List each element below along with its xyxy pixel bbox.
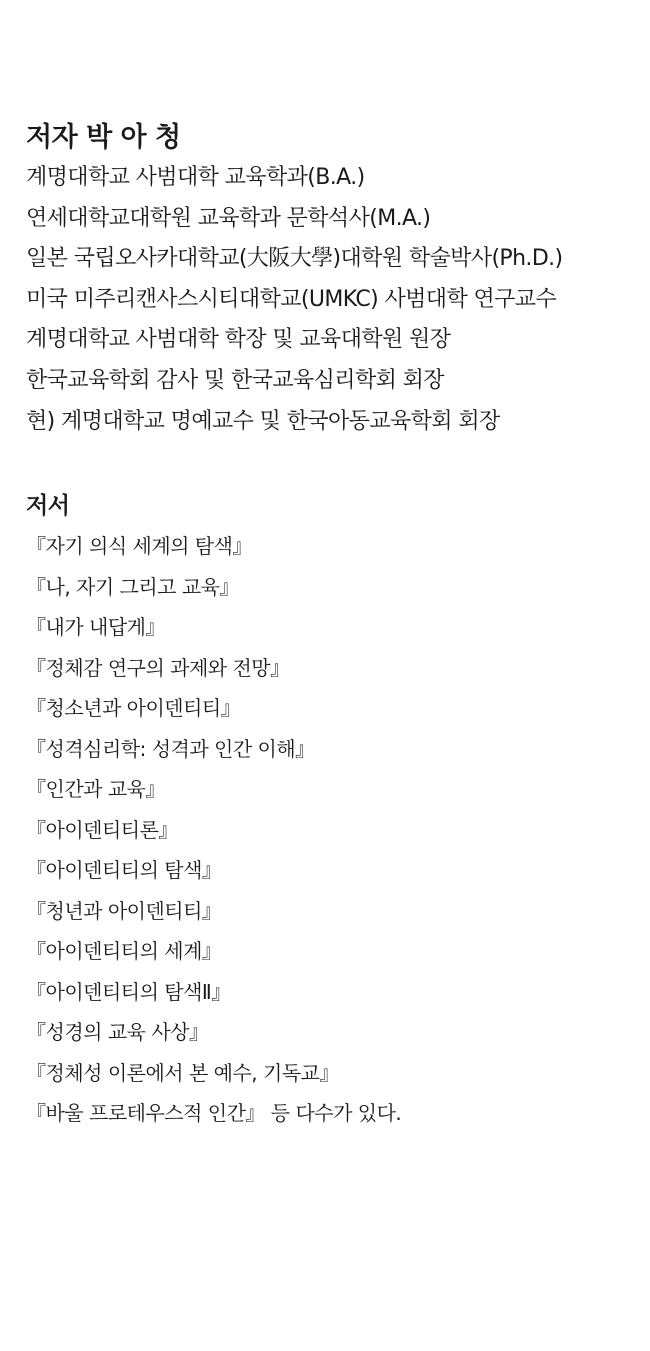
bio-item: 현) 계명대학교 명예교수 및 한국아동교육학회 회장 — [26, 408, 500, 434]
author-heading: 저자 박 아 청 — [26, 122, 181, 153]
bio-item: 일본 국립오사카대학교(大阪大學)대학원 학술박사(Ph.D.) — [26, 246, 563, 272]
works-heading: 저서 — [26, 493, 70, 520]
work-item: 『바울 프로테우스적 인간』 등 다수가 있다. — [26, 1101, 402, 1126]
work-item: 『청년과 아이덴티티』 — [26, 898, 222, 923]
work-item: 『인간과 교육』 — [26, 777, 165, 802]
work-item: 『성격심리학: 성격과 인간 이해』 — [26, 736, 315, 761]
bio-item: 미국 미주리캔사스시티대학교(UMKC) 사범대학 연구교수 — [26, 286, 557, 312]
work-item: 『정체성 이론에서 본 예수, 기독교』 — [26, 1060, 339, 1085]
work-item: 『아이덴티티론』 — [26, 817, 178, 842]
work-item: 『아이덴티티의 탐색Ⅱ』 — [26, 979, 231, 1004]
bio-item: 한국교육학회 감사 및 한국교육심리학회 회장 — [26, 367, 444, 393]
work-item: 『정체감 연구의 과제와 전망』 — [26, 655, 290, 680]
bio-item: 연세대학교대학원 교육학과 문학석사(M.A.) — [26, 205, 431, 231]
work-item: 『아이덴티티의 세계』 — [26, 939, 222, 964]
bio-item: 계명대학교 사범대학 교육학과(B.A.) — [26, 165, 365, 190]
author-profile-page — [26, 118, 636, 1134]
works-section — [26, 486, 636, 1134]
works-list — [26, 526, 636, 1134]
work-item: 『내가 내답게』 — [26, 615, 165, 640]
work-item: 『청소년과 아이덴티티』 — [26, 696, 241, 721]
work-item: 『자기 의식 세계의 탐색』 — [26, 534, 252, 559]
work-item: 『나, 자기 그리고 교육』 — [26, 574, 239, 599]
work-item: 『아이덴티티의 탐색』 — [26, 858, 222, 883]
work-item: 『성경의 교육 사상』 — [26, 1020, 209, 1045]
author-bio-list — [26, 158, 636, 442]
bio-item: 계명대학교 사범대학 학장 및 교육대학원 원장 — [26, 327, 451, 353]
author-section — [26, 118, 636, 442]
